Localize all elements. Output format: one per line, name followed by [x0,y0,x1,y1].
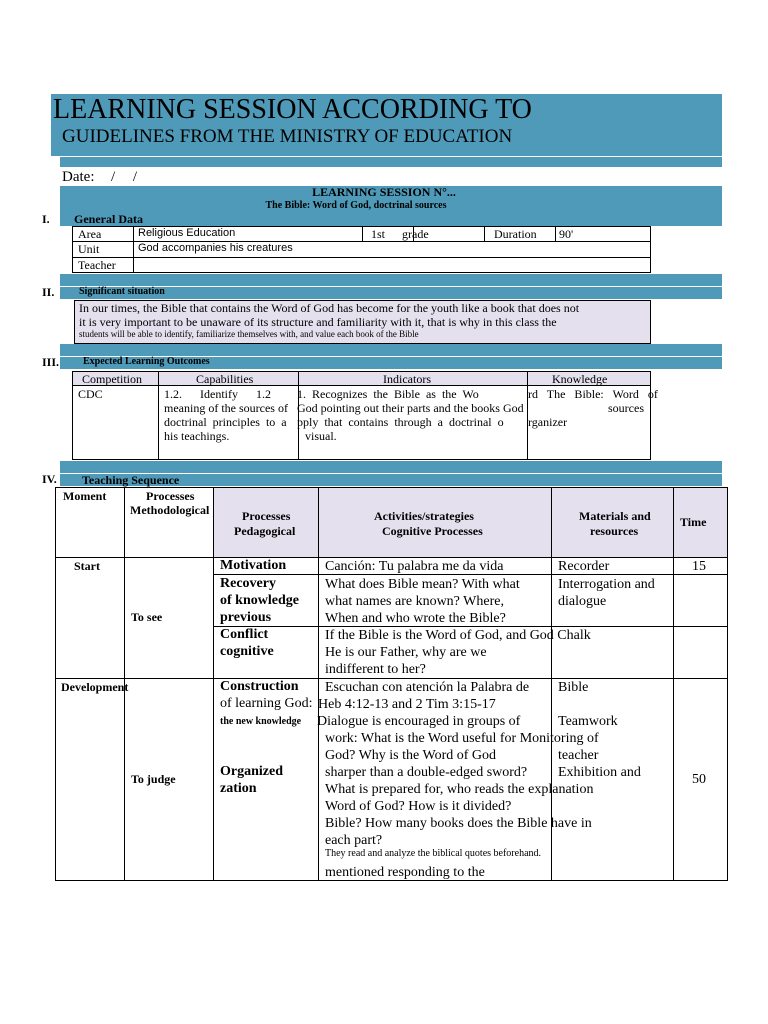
ped-construction-sub: of learning God: [220,696,313,711]
header-activities: Activities/strategies [374,509,474,523]
section3-title: Expected Learning Outcomes [83,356,210,367]
activity-text: what names are known? Where, [325,594,504,609]
page-title-line1: LEARNING SESSION ACCORDING TO [53,94,532,125]
knowledge-line: rd The Bible: Word of [528,387,658,401]
time-value: 15 [692,559,706,574]
material-text: Teamwork [558,714,618,729]
ped-recovery: Recovery [220,576,276,591]
unit-value: God accompanies his creatures [138,242,293,254]
indicator-line: pply that contains through a doctrinal o [297,415,504,429]
ped-construction: Construction [220,679,299,694]
ped-recovery: of knowledge [220,593,299,608]
situation-line2: it is very important to be unaware of its structure and familiarity with it, that is why in this class the [79,315,557,329]
section1-title: General Data [74,212,143,226]
section4-numeral: IV. [42,472,57,486]
moment-development: Development [61,680,129,694]
header-activities: Cognitive Processes [382,524,483,538]
moment-to-judge: To judge [131,772,176,786]
activity-text: indifferent to her? [325,662,426,677]
area-value: Religious Education [138,227,236,239]
capability-line: meaning of the sources of [164,401,288,415]
area-label: Area [78,227,102,241]
section4-title: Teaching Sequence [82,473,180,487]
material-text: Interrogation and [558,577,655,592]
activity-text: If the Bible is the Word of God, and God Chalk [325,628,591,643]
section1-band [60,213,722,226]
knowledge-line: rganizer [528,415,568,429]
capability-line: 1.2. Identify 1.2 [164,387,271,401]
competition-value: CDC [78,387,103,401]
activity-text: What is prepared for, who reads the explanation [325,782,594,797]
section3-band-top [60,344,722,356]
header-pedagogical: Pedagogical [234,524,296,538]
duration-value: 90' [559,227,574,241]
page-title-line2: GUIDELINES FROM THE MINISTRY OF EDUCATION [62,126,513,147]
ped-recovery: previous [220,610,272,625]
capability-line: doctrinal principles to a [164,415,287,429]
activity-text: Dialogue is encouraged in groups of [317,714,521,729]
section4-band-top [60,461,722,473]
header-methodological: Processes [146,489,195,503]
ped-conflict: Conflict [220,627,269,642]
section3-numeral: III. [42,355,60,369]
ped-organized: Organized [220,764,283,779]
activity-text: He is our Father, why are we [325,645,487,660]
session-subtitle: The Bible: Word of God, doctrinal sources [265,200,447,211]
session-number: LEARNING SESSION N°... [312,185,456,199]
material-text: Bible [558,680,589,695]
activity-text: Bible? How many books does the Bible have in [325,816,592,831]
indicator-line: 1. Recognizes the Bible as the Wo [297,387,479,401]
capability-line: his teachings. [164,429,230,443]
moment-start: Start [74,559,100,573]
header-indicators: Indicators [383,372,431,386]
grade-label: grade [402,227,429,241]
header-materials: resources [590,524,639,538]
header-band-thin [60,157,722,167]
ped-conflict: cognitive [220,644,274,659]
date-slashes: / / [111,169,138,185]
situation-line1: In our times, the Bible that contains the Word of God has become for the youth like a book that does not [79,301,580,315]
material-text: dialogue [558,594,607,609]
material-text: Exhibition and [558,765,641,780]
header-materials: Materials and [579,509,651,523]
material-text: Recorder [558,559,610,574]
activity-text: Word of God? How is it divided? [325,799,512,814]
indicator-line: visual. [305,429,337,443]
duration-label: Duration [494,227,537,241]
header-moment: Moment [63,489,107,503]
activity-text: When and who wrote the Bible? [325,611,506,626]
grade-value: 1st [371,227,386,241]
header-methodological: Methodological [130,503,210,517]
unit-label: Unit [78,242,100,256]
activity-text: work: What is the Word useful for Monitoring of [325,731,599,746]
ped-motivation: Motivation [220,558,287,573]
section2-band-top [60,274,722,286]
header-knowledge: Knowledge [552,372,608,386]
header-capabilities: Capabilities [196,372,254,386]
activity-text: Heb 4:12-13 and 2 Tim 3:15-17 [318,697,496,712]
section1-numeral: I. [42,212,50,226]
activity-text: Canción: Tu palabra me da vida [325,559,504,574]
activity-text: each part? [325,833,383,848]
date-label: Date: [62,169,95,185]
teacher-label: Teacher [78,258,116,272]
activity-text: What does Bible mean? With what [325,577,520,592]
time-value: 50 [692,772,706,787]
ped-construction-sub: the new knowledge [220,716,302,727]
indicator-line: God pointing out their parts and the books God [297,401,524,415]
activity-text: sharper than a double-edged sword? [325,765,528,780]
activity-text: Escuchan con atención la Palabra de [325,680,530,695]
section2-title: Significant situation [79,286,165,297]
activity-text-small: They read and analyze the biblical quotes beforehand. [325,848,542,859]
knowledge-line: sources [608,401,644,415]
header-pedagogical: Processes [242,509,291,523]
material-text: teacher [558,748,599,763]
moment-to-see: To see [131,610,163,624]
activity-text: mentioned responding to the [325,865,485,880]
ped-organized: zation [220,781,257,796]
header-time: Time [680,515,707,529]
header-competition: Competition [82,372,142,386]
section2-numeral: II. [42,285,55,299]
situation-line3: students will be able to identify, familiarize themselves with, and value each book of the Bible [79,329,419,339]
activity-text: God? Why is the Word of God [325,748,497,763]
